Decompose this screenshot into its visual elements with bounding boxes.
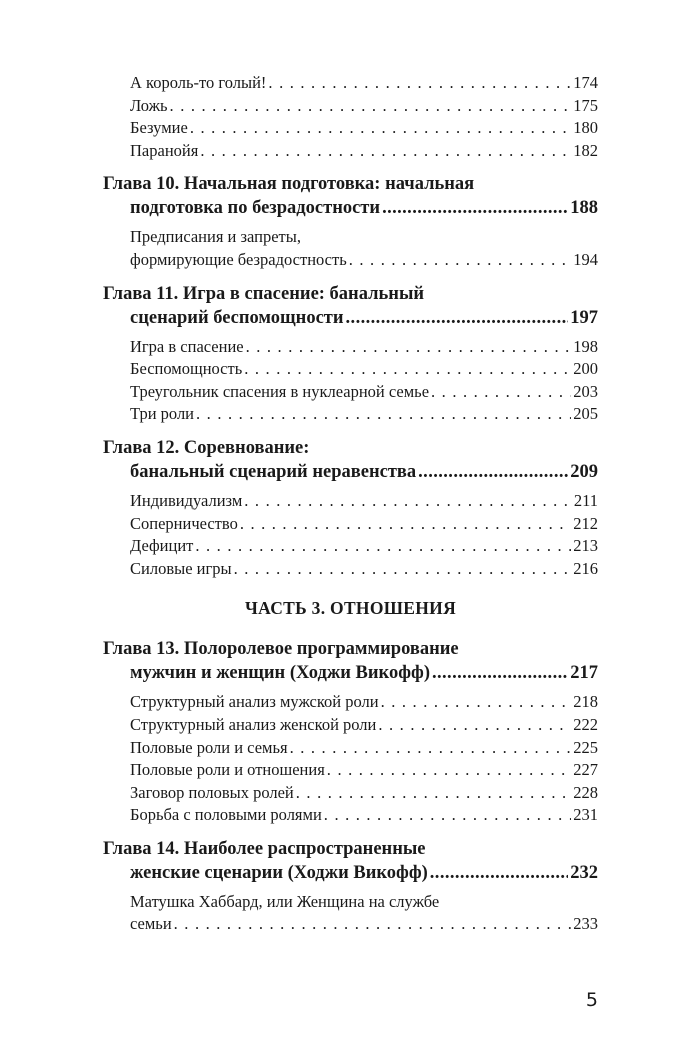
entry-title: А король-то голый! [130, 73, 267, 92]
section-items [103, 72, 598, 162]
toc-entry[interactable] [103, 535, 598, 558]
entry-page: 233 [573, 914, 598, 934]
entry-title: Дефицит [130, 536, 194, 556]
chapter-12-heading[interactable] [103, 436, 598, 484]
toc-entry[interactable] [103, 336, 598, 359]
chapter-title-line2: мужчин и женщин (Ходжи Викофф) [130, 663, 430, 684]
entry-title: Игра в спасение [130, 336, 244, 356]
entry-title: Структурный анализ мужской роли [130, 692, 379, 712]
leader-dots [346, 306, 569, 330]
entry-title: Борьба с половыми ролями [130, 805, 322, 825]
toc-entry[interactable] [103, 381, 598, 404]
table-of-contents [103, 72, 598, 946]
chapter-page: 232 [570, 862, 598, 883]
toc-entry[interactable] [103, 358, 598, 381]
entry-title: Силовые игры [130, 558, 232, 578]
chapter-title-line2-row [103, 661, 598, 685]
chapter-13-items [103, 691, 598, 827]
entry-page: 222 [573, 714, 598, 734]
entry-title-line1[interactable]: Матушка Хаббард, или Женщина на службе [130, 891, 440, 911]
entry-title-line2: формирующие безрадостность [130, 249, 347, 269]
chapter-title-line2-row [103, 196, 598, 220]
chapter-14-items [103, 891, 598, 936]
toc-entry[interactable] [103, 558, 598, 581]
leader-dots [349, 249, 572, 272]
chapter-page: 188 [570, 198, 598, 219]
entry-page: 213 [573, 536, 598, 556]
chapter-page: 197 [570, 307, 598, 328]
entry-title-line2: семьи [130, 914, 172, 934]
entry-page: 175 [573, 95, 598, 115]
chapter-title-line1: Глава 14. Наиболее распространенные [103, 838, 426, 859]
leader-dots [234, 558, 572, 581]
chapter-title-line2: подготовка по безрадостности [130, 198, 381, 219]
leader-dots [170, 95, 572, 118]
entry-page: 211 [573, 490, 598, 510]
toc-entry[interactable] [103, 95, 598, 118]
entry-title: Соперничество [130, 513, 238, 533]
leader-dots [378, 714, 571, 737]
leader-dots [327, 759, 571, 782]
entry-title: Структурный анализ женской роли [130, 714, 377, 734]
leader-dots [240, 513, 571, 536]
entry-title: Заговор половых ролей [130, 782, 294, 802]
chapter-title-line1: Глава 12. Соревнование: [103, 437, 310, 458]
leader-dots [244, 358, 571, 381]
entry-page: 198 [573, 336, 598, 356]
chapter-10-heading[interactable] [103, 172, 598, 220]
leader-dots [382, 196, 568, 220]
leader-dots [195, 535, 571, 558]
toc-entry[interactable] [103, 117, 598, 140]
leader-dots [324, 804, 571, 827]
leader-dots [268, 72, 571, 95]
chapter-title-line2: банальный сценарий неравенства [130, 461, 417, 482]
entry-page: 180 [573, 118, 598, 138]
toc-entry[interactable] [103, 490, 598, 513]
chapter-title-line2: сценарий беспомощности [130, 307, 344, 328]
chapter-14-heading[interactable] [103, 837, 598, 885]
chapter-title-line2-row [103, 306, 598, 330]
leader-dots [296, 782, 571, 805]
leader-dots [418, 460, 568, 484]
entry-title: Паранойя [130, 140, 199, 160]
leader-dots [200, 140, 571, 163]
part-heading[interactable]: ЧАСТЬ 3. ОТНОШЕНИЯ [244, 598, 457, 619]
toc-entry[interactable] [103, 403, 598, 426]
entry-page: 225 [573, 737, 598, 757]
chapter-10-items [103, 226, 598, 271]
entry-title: Половые роли и отношения [130, 760, 325, 780]
entry-title: Ложь [130, 95, 168, 115]
chapter-page: 209 [570, 461, 598, 482]
entry-title: Три роли [130, 404, 195, 424]
leader-dots [190, 117, 571, 140]
chapter-title-line2-row [103, 460, 598, 484]
leader-dots [246, 336, 572, 359]
entry-page: 212 [573, 513, 598, 533]
leader-dots [174, 913, 572, 936]
entry-title: Индивидуализм [130, 490, 243, 510]
entry-page: 205 [573, 404, 598, 424]
leader-dots [432, 661, 568, 685]
chapter-11-heading[interactable] [103, 282, 598, 330]
toc-entry[interactable] [103, 759, 598, 782]
toc-entry[interactable] [103, 249, 598, 272]
entry-title: Треугольник спасения в нуклеарной семье [130, 381, 430, 401]
toc-entry[interactable] [103, 72, 598, 95]
entry-title: Безумие [130, 118, 188, 138]
chapter-title-line2: женские сценарии (Ходжи Викофф) [130, 862, 428, 883]
entry-page: 228 [573, 782, 598, 802]
entry-page: 200 [573, 359, 598, 379]
entry-page: 203 [573, 381, 598, 401]
chapter-title-line1: Глава 13. Полоролевое программирование [103, 639, 459, 660]
chapter-11-items [103, 336, 598, 426]
toc-entry[interactable] [103, 140, 598, 163]
chapter-title-line2-row [103, 861, 598, 885]
leader-dots [430, 861, 568, 885]
chapter-13-heading[interactable] [103, 637, 598, 685]
toc-entry[interactable] [103, 913, 598, 936]
entry-page: 194 [573, 249, 598, 269]
leader-dots [381, 691, 572, 714]
chapter-title-line1: Глава 11. Игра в спасение: банальный [103, 283, 425, 304]
entry-page: 174 [573, 73, 598, 92]
chapter-title-line1: Глава 10. Начальная подготовка: начальная [103, 174, 475, 195]
chapter-page: 217 [570, 663, 598, 684]
leader-dots [431, 381, 571, 404]
entry-page: 216 [573, 558, 598, 578]
toc-entry[interactable] [103, 804, 598, 827]
chapter-12-items [103, 490, 598, 580]
page-number: 5 [585, 989, 598, 1011]
entry-page: 182 [573, 140, 598, 160]
toc-entry[interactable] [103, 691, 598, 714]
entry-title: Половые роли и семья [130, 737, 288, 757]
entry-title: Беспомощность [130, 359, 243, 379]
entry-page: 227 [573, 760, 598, 780]
leader-dots [196, 403, 571, 426]
toc-entry[interactable] [103, 737, 598, 760]
toc-entry[interactable] [103, 714, 598, 737]
toc-entry[interactable] [103, 513, 598, 536]
entry-page: 218 [573, 692, 598, 712]
toc-entry[interactable] [103, 782, 598, 805]
entry-title-line1[interactable]: Предписания и запреты, [130, 227, 301, 247]
leader-dots [290, 737, 572, 760]
entry-page: 231 [573, 805, 598, 825]
leader-dots [244, 490, 572, 513]
